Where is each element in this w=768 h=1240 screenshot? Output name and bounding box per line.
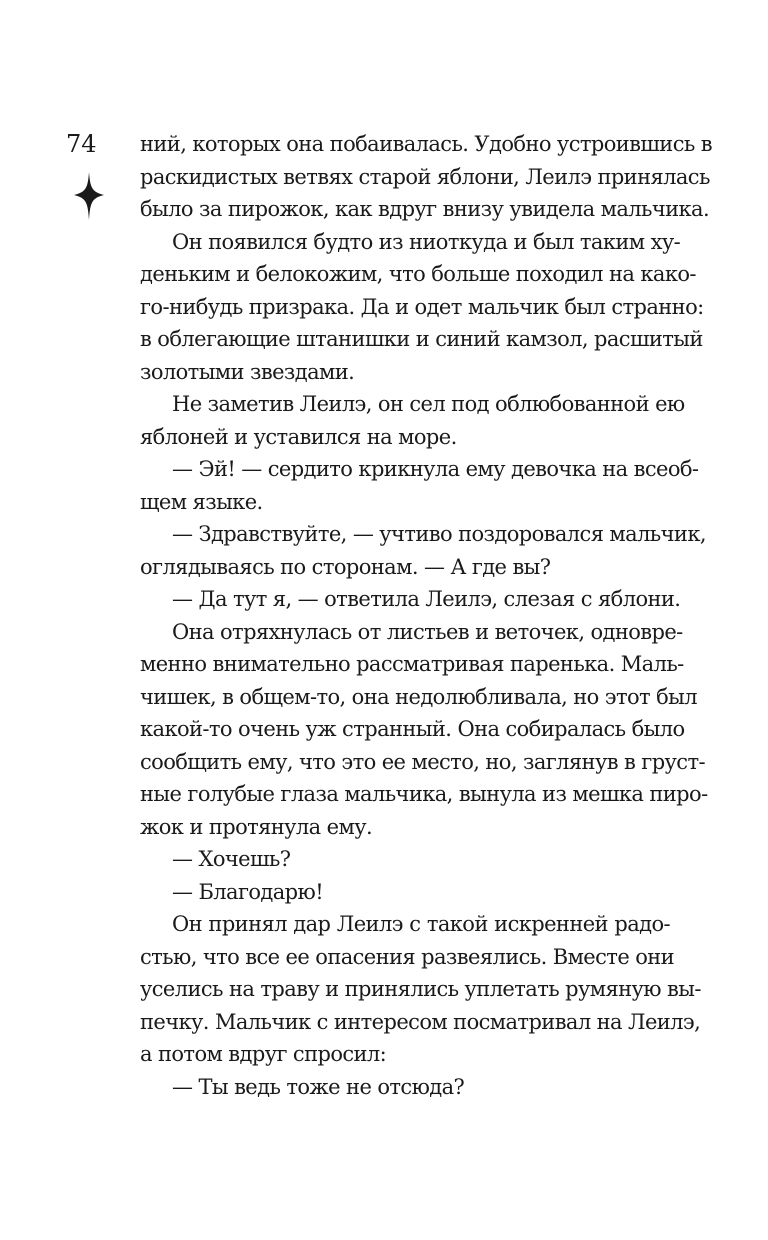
text-line: — Эй! — сердито крикнула ему девочка на всеоб- [172,457,699,481]
text-line: оглядываясь по сторонам. — А где вы? [140,554,551,579]
text-line: стью, что все ее опасения развеялись. Вместе они [140,944,675,969]
text-line: менно внимательно рассматривая паренька. Маль- [140,652,684,676]
text-line: яблоней и уставился на море. [140,424,457,449]
text-line: ные голубые глаза мальчика, вынула из мешка пиро- [140,782,708,806]
text-line: — Да тут я, — ответила Леилэ, слезая с яблони. [172,587,681,611]
text-line: деньким и белокожим, что больше походил на како- [140,262,696,286]
text-line: раскидистых ветвях старой яблони, Леилэ принялась [140,164,710,189]
four-point-star-icon [74,172,104,220]
text-line: Не заметив Леилэ, он сел под облюбованной ею [172,392,685,416]
text-line: — Благодарю! [172,879,324,904]
text-line: в облегающие штанишки и синий камзол, расшитый [140,327,703,351]
text-line: уселись на траву и принялись уплетать румяную вы- [140,977,701,1001]
text-line: сообщить ему, что это ее место, но, заглянув в груст- [140,749,705,774]
text-line: Он принял дар Леилэ с такой искренней радо- [172,912,670,936]
text-line: — Здравствуйте, — учтиво поздоровался мальчик, [172,522,706,546]
text-line: жок и протянула ему. [140,814,373,839]
page-number: 74 [66,130,97,158]
text-line: а потом вдруг спросил: [140,1042,387,1066]
text-line: — Хочешь? [172,847,291,871]
text-line: го-нибудь призрака. Да и одет мальчик был странно: [140,294,704,319]
text-line: Он появился будто из ниоткуда и был таким ху- [172,229,681,254]
body-text [140,128,712,1103]
text-line: Она отряхнулась от листьев и веточек, одновре- [172,619,683,644]
text-line: — Ты ведь тоже не отсюда? [172,1074,465,1099]
text-line: было за пирожок, как вдруг внизу увидела мальчика. [140,197,710,221]
text-line: печку. Мальчик с интересом посматривал на Леилэ, [140,1009,701,1034]
text-line: чишек, в общем-то, она недолюбливала, но этот был [140,684,698,709]
text-line: щем языке. [140,489,263,514]
text-line: ний, которых она побаивалась. Удобно устроившись в [140,132,712,156]
text-line: какой-то очень уж странный. Она собиралась было [140,717,685,741]
text-line: золотыми звездами. [140,359,355,384]
